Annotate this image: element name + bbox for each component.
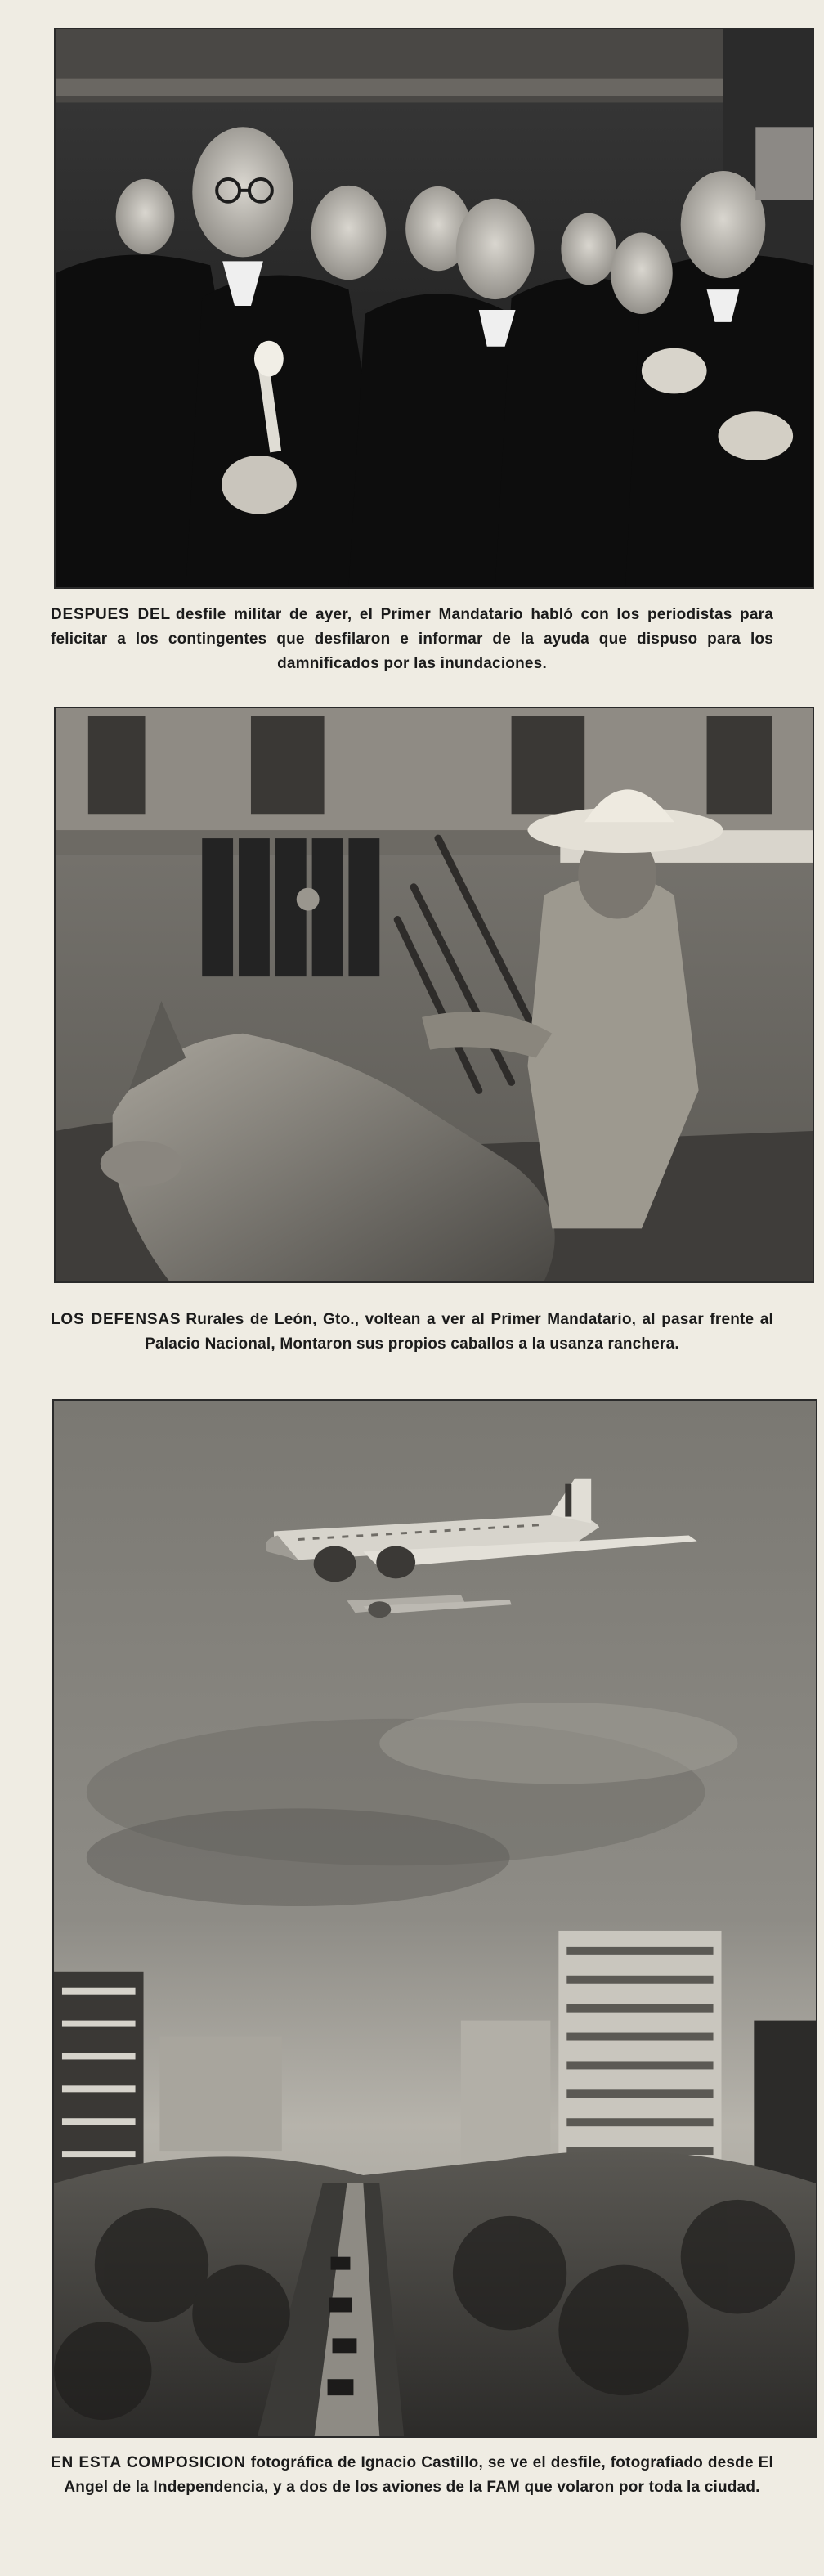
caption-lead: LOS DEFENSAS <box>51 1311 181 1328</box>
riders-image <box>56 708 813 1281</box>
caption-text: fotográfica de Ignacio Castillo, se ve el desfile, fotografiado desde El Angel de la Independencia, y a dos de los aviones de la FAM que volaron por toda la ciudad. <box>64 2454 773 2496</box>
photo-rural-defense-riders <box>54 707 814 1283</box>
caption-press-conference <box>51 603 773 676</box>
photo-aerial-parade <box>52 1399 817 2438</box>
caption-text: Rurales de León, Gto., voltean a ver al Primer Mandatario, al pasar frente al Palacio Nacional, Montaron sus propios caballos a la usanza ranchera. <box>145 1311 774 1353</box>
caption-lead: EN ESTA COMPOSICION <box>51 2454 246 2471</box>
caption-aerial-parade <box>51 2451 773 2500</box>
caption-lead: DESPUES DEL <box>51 606 171 623</box>
caption-rural-defense-riders <box>51 1308 773 1357</box>
caption-text: desfile militar de ayer, el Primer Mandatario habló con los periodistas para felicitar a los contingentes que desfilaron e informar de la ayuda que dispuso para los damnificados por las inundaciones. <box>51 606 773 672</box>
photo-press-conference <box>54 28 814 589</box>
press-conference-image <box>56 29 813 587</box>
aerial-parade-image <box>54 1401 816 2436</box>
